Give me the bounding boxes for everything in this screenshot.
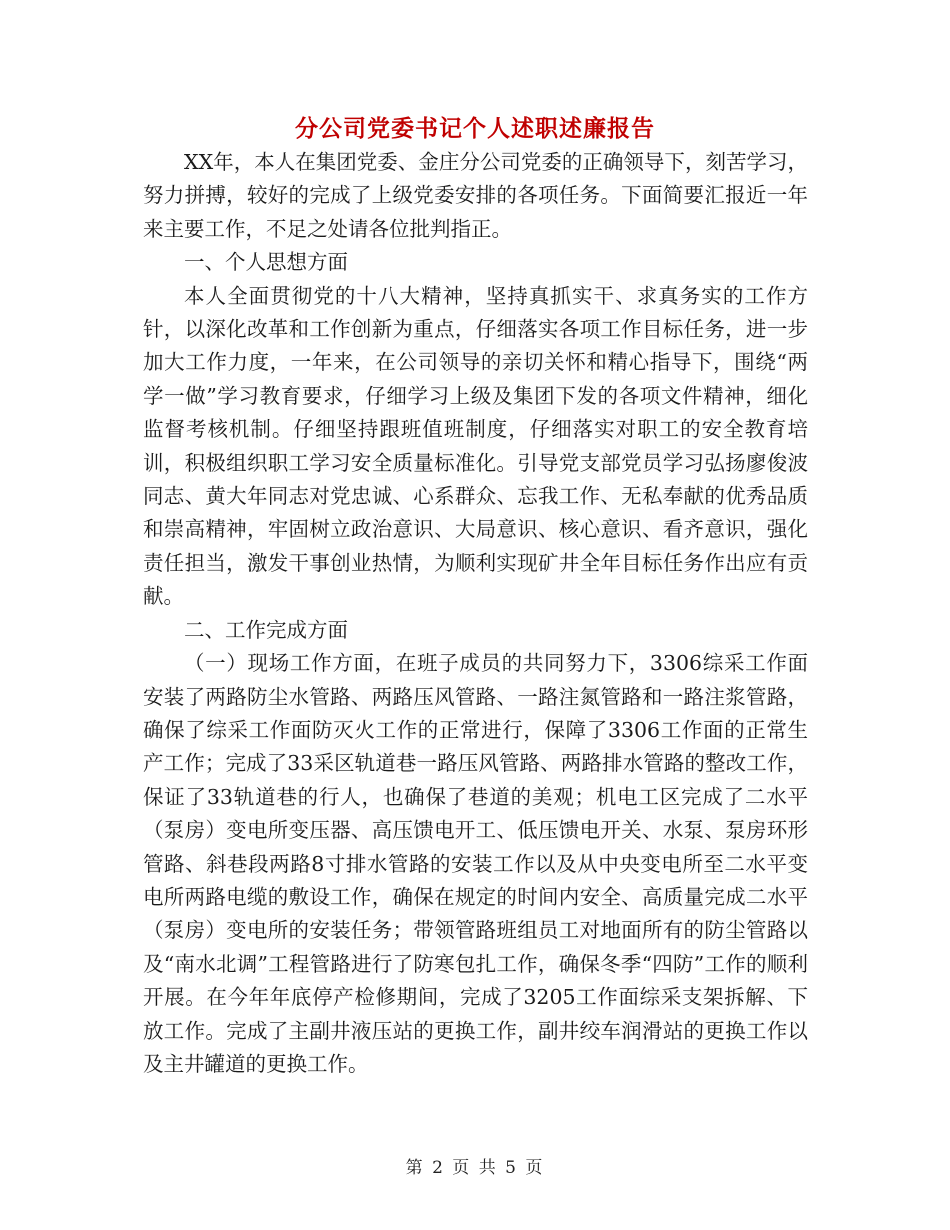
document-body: [143, 146, 808, 1081]
section-heading-2: 二、工作完成方面: [184, 617, 348, 642]
document-title: 分公司党委书记个人述职述廉报告: [295, 115, 655, 142]
paragraph-work: （一）现场工作方面，在班子成员的共同努力下，3306综采工作面安装了两路防尘水管路、两路压风管路、一路注氮管路和一路注浆管路，确保了综采工作面防灭火工作的正常进行，保障了3306工作面的正常生产工作；完成了33采区轨道巷一路压风管路、两路排水管路的整改工作，保证了33轨道巷的行人，也确保了巷道的美观；机电工区完成了二水平（泵房）变电所变压器、高压馈电开工、低压馈电开关、水泵、泵房环形管路、斜巷段两路8寸排水管路的安装工作以及从中央变电所至二水平变电所两路电缆的敷设工作，确保在规定的时间内安全、高质量完成二水平（泵房）变电所的安装任务；带领管路班组员工对地面所有的防尘管路以及“南水北调”工程管路进行了防寒包扎工作，确保冬季“四防”工作的顺利开展。在今年年底停产检修期间，完成了3205工作面综采支架拆解、下放工作。完成了主副井液压站的更换工作，副井绞车润滑站的更换工作以及主井罐道的更换工作。: [143, 651, 808, 1076]
section-heading-1: 一、个人思想方面: [184, 250, 348, 275]
page-footer: 第 2 页 共 5 页: [405, 1158, 545, 1178]
paragraph-thought: 本人全面贯彻党的十八大精神，坚持真抓实干、求真务实的工作方针，以深化改革和工作创新为重点，仔细落实各项工作目标任务，进一步加大工作力度，一年来，在公司领导的亲切关怀和精心指导下，围绕“两学一做”学习教育要求，仔细学习上级及集团下发的各项文件精神，细化监督考核机制。仔细坚持跟班值班制度，仔细落实对职工的安全教育培训，积极组织职工学习安全质量标准化。引导党支部党员学习弘扬廖俊波同志、黄大年同志对党忠诚、心系群众、忘我工作、无私奉献的优秀品质和崇高精神，牢固树立政治意识、大局意识、核心意识、看齐意识，强化责任担当，激发干事创业热情，为顺利实现矿井全年目标任务作出应有贡献。: [143, 283, 808, 609]
paragraph-intro: XX年，本人在集团党委、金庄分公司党委的正确领导下，刻苦学习，努力拼搏，较好的完成了上级党委安排的各项任务。下面简要汇报近一年来主要工作，不足之处请各位批判指正。: [143, 150, 808, 241]
